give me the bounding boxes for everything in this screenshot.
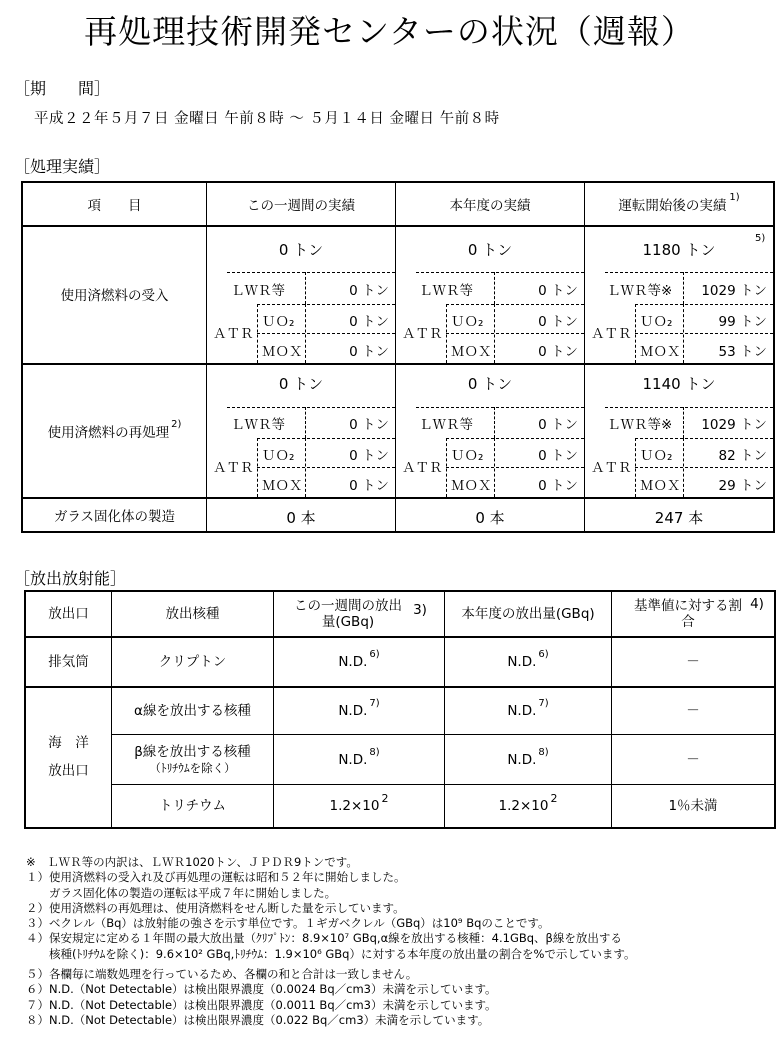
receipt-uo2-week-label: ＵＯ₂	[262, 314, 295, 330]
beta-nuclide: β線を放出する核種 （ﾄﾘﾁｳﾑを除く）	[134, 743, 251, 775]
receipt-lwr-start: 1029 トン	[701, 283, 767, 299]
reprocessing-lwr-year-label: ＬＷＲ等	[419, 417, 473, 433]
header-since-start: 運転開始後の実績 1)	[618, 191, 740, 214]
reprocessing-label: 使用済燃料の再処理 2)	[47, 419, 182, 441]
receipt-lwr-year-label: ＬＷＲ等	[419, 283, 473, 299]
footnote-2: ２）使用済燃料の再処理は、使用済燃料をせん断した量を示しています。	[26, 900, 405, 915]
stack-week: N.D. 6)	[338, 648, 380, 670]
glass-start: 247 本	[654, 509, 704, 527]
header-ratio-note: 4)	[750, 596, 764, 612]
receipt-lwr-week: 0 トン	[349, 283, 389, 299]
reprocessing-year-total: 0 トン	[467, 375, 513, 393]
alpha-ratio: －	[686, 702, 700, 719]
footnote-5: ５）各欄毎に端数処理を行っているため、各欄の和と合計は一致しません。	[26, 967, 418, 982]
reprocessing-mox-year: 0 トン	[538, 478, 578, 494]
alpha-nuclide: α線を放出する核種	[134, 702, 251, 719]
receipt-lwr-year: 0 トン	[538, 283, 578, 299]
emission-heading: ［放出放射能］	[14, 569, 127, 588]
reprocessing-lwr-start: 1029 トン	[701, 417, 767, 433]
receipt-uo2-start-label: ＵＯ₂	[640, 314, 673, 330]
reprocessing-start-total: 1140 トン	[642, 375, 716, 393]
footnote-8: ８）N.D.（Not Detectable）は検出限界濃度（0.022 Bq／cm3）未満を示しています。	[26, 1012, 490, 1027]
reprocessing-mox-year-label: ＭＯＸ	[451, 478, 492, 494]
reprocessing-uo2-week-label: ＵＯ₂	[262, 448, 295, 464]
footnote-asterisk: ※ ＬＷＲ等の内訳は、ＬＷＲ1020トン、ＪＰＤＲ9トンです。	[26, 855, 358, 869]
sea-outlet: 海 洋 放出口	[48, 735, 89, 779]
footnote-6: ６）N.D.（Not Detectable）は検出限界濃度（0.0024 Bq／cm3）未満を示しています。	[26, 982, 497, 997]
footnote-1-cont: ガラス固化体の製造の運転は平成７年に開始しました。	[26, 885, 337, 900]
receipt-lwr-week-label: ＬＷＲ等	[231, 283, 285, 299]
stack-year: N.D. 6)	[507, 648, 549, 670]
receipt-start-total-note: 5)	[755, 233, 766, 244]
reprocessing-lwr-week: 0 トン	[349, 417, 389, 433]
receipt-label: 使用済燃料の受入	[60, 288, 169, 304]
beta-ratio: －	[686, 751, 700, 768]
stack-outlet: 排気筒	[48, 653, 89, 670]
tritium-week: 1.2×10 2	[329, 792, 389, 814]
footnotes	[26, 855, 635, 1028]
header-item: 項 目	[87, 198, 142, 214]
header-outlet: 放出口	[48, 606, 89, 622]
beta-week: N.D. 8)	[338, 746, 380, 768]
receipt-uo2-year-label: ＵＯ₂	[451, 314, 484, 330]
reprocessing-atr-year-label: ＡＴＲ	[402, 460, 443, 476]
footnote-4: ４）保安規定に定める１年間の最大放出量（ｸﾘﾌﾟﾄﾝ：8.9×10⁷ GBq,α線を放出する核種：4.1GBq、β線を放出する	[26, 931, 622, 946]
reprocessing-lwr-week-label: ＬＷＲ等	[231, 417, 285, 433]
reprocessing-uo2-week: 0 トン	[349, 448, 389, 464]
header-week: この一週間の実績	[247, 198, 355, 214]
reprocessing-mox-week: 0 トン	[349, 478, 389, 494]
receipt-uo2-week: 0 トン	[349, 314, 389, 330]
receipt-uo2-year: 0 トン	[538, 314, 578, 330]
reprocessing-mox-start: 29 トン	[718, 478, 767, 494]
receipt-lwr-start-label: ＬＷＲ等※	[607, 283, 673, 299]
reprocessing-mox-week-label: ＭＯＸ	[262, 478, 303, 494]
page-title: 再処理技術開発センターの状況（週報）	[84, 12, 695, 51]
glass-label: ガラス固化体の製造	[53, 508, 176, 525]
receipt-start-total: 1180 トン	[642, 241, 716, 259]
processing-heading: ［処理実績］	[14, 157, 111, 176]
tritium-ratio: 1％未満	[668, 798, 718, 814]
header-nuclide: 放出核種	[165, 606, 220, 622]
processing-table	[21, 181, 775, 533]
receipt-mox-start-label: ＭＯＸ	[640, 344, 681, 360]
reprocessing-week-total: 0 トン	[278, 375, 324, 393]
header-ratio: 基準値に対する割合	[634, 598, 742, 630]
reprocessing-uo2-start: 82 トン	[718, 448, 767, 464]
period-text: 平成２２年５月７日 金曜日 午前８時 ～ ５月１４日 金曜日 午前８時	[34, 111, 500, 127]
glass-week: 0 本	[286, 509, 316, 527]
receipt-week-total: 0 トン	[278, 241, 324, 259]
alpha-week: N.D. 7)	[338, 697, 380, 719]
stack-nuclide: クリプトン	[158, 653, 227, 670]
receipt-atr-start-label: ＡＴＲ	[591, 326, 632, 342]
receipt-atr-year-label: ＡＴＲ	[402, 326, 443, 342]
receipt-uo2-start: 99 トン	[718, 314, 767, 330]
glass-year: 0 本	[475, 509, 505, 527]
receipt-atr-week-label: ＡＴＲ	[213, 326, 254, 342]
reprocessing-atr-week-label: ＡＴＲ	[213, 460, 254, 476]
footnote-1: １）使用済燃料の受入れ及び再処理の運転は昭和５２年に開始しました。	[26, 870, 406, 885]
stack-ratio: －	[686, 653, 700, 670]
footnote-3: ３）ベクレル（Bq）は放射能の強さを示す単位です。１ギガベクレル（GBq）は10⁹ Bqのことです。	[26, 916, 550, 931]
header-year: 本年度の放出量(GBq)	[461, 606, 595, 622]
header-year: 本年度の実績	[449, 198, 531, 214]
receipt-year-total: 0 トン	[467, 241, 513, 259]
tritium-year: 1.2×10 2	[498, 792, 558, 814]
alpha-year: N.D. 7)	[507, 697, 549, 719]
footnote-7: ７）N.D.（Not Detectable）は検出限界濃度（0.0011 Bq／cm3）未満を示しています。	[26, 997, 497, 1012]
reprocessing-mox-start-label: ＭＯＸ	[640, 478, 681, 494]
header-week-note: 3)	[413, 602, 427, 618]
period-heading: ［期 間］	[14, 79, 111, 98]
reprocessing-uo2-year: 0 トン	[538, 448, 578, 464]
receipt-mox-week: 0 トン	[349, 344, 389, 360]
reprocessing-lwr-start-label: ＬＷＲ等※	[607, 417, 673, 433]
receipt-mox-year-label: ＭＯＸ	[451, 344, 492, 360]
reprocessing-uo2-year-label: ＵＯ₂	[451, 448, 484, 464]
receipt-mox-start: 53 トン	[718, 344, 767, 360]
footnote-4-cont: 核種(ﾄﾘﾁｳﾑを除く)：9.6×10² GBq,ﾄﾘﾁｳﾑ：1.9×10⁶ GBq）に対する本年度の放出量の割合を%で示しています。	[26, 946, 636, 961]
reprocessing-atr-start-label: ＡＴＲ	[591, 460, 632, 476]
receipt-mox-year: 0 トン	[538, 344, 578, 360]
receipt-mox-week-label: ＭＯＸ	[262, 344, 303, 360]
emission-table	[24, 590, 776, 829]
reprocessing-lwr-year: 0 トン	[538, 417, 578, 433]
beta-year: N.D. 8)	[507, 746, 549, 768]
reprocessing-uo2-start-label: ＵＯ₂	[640, 448, 673, 464]
header-week: この一週間の放出量(GBq)	[294, 598, 402, 630]
tritium-nuclide: トリチウム	[158, 798, 227, 814]
